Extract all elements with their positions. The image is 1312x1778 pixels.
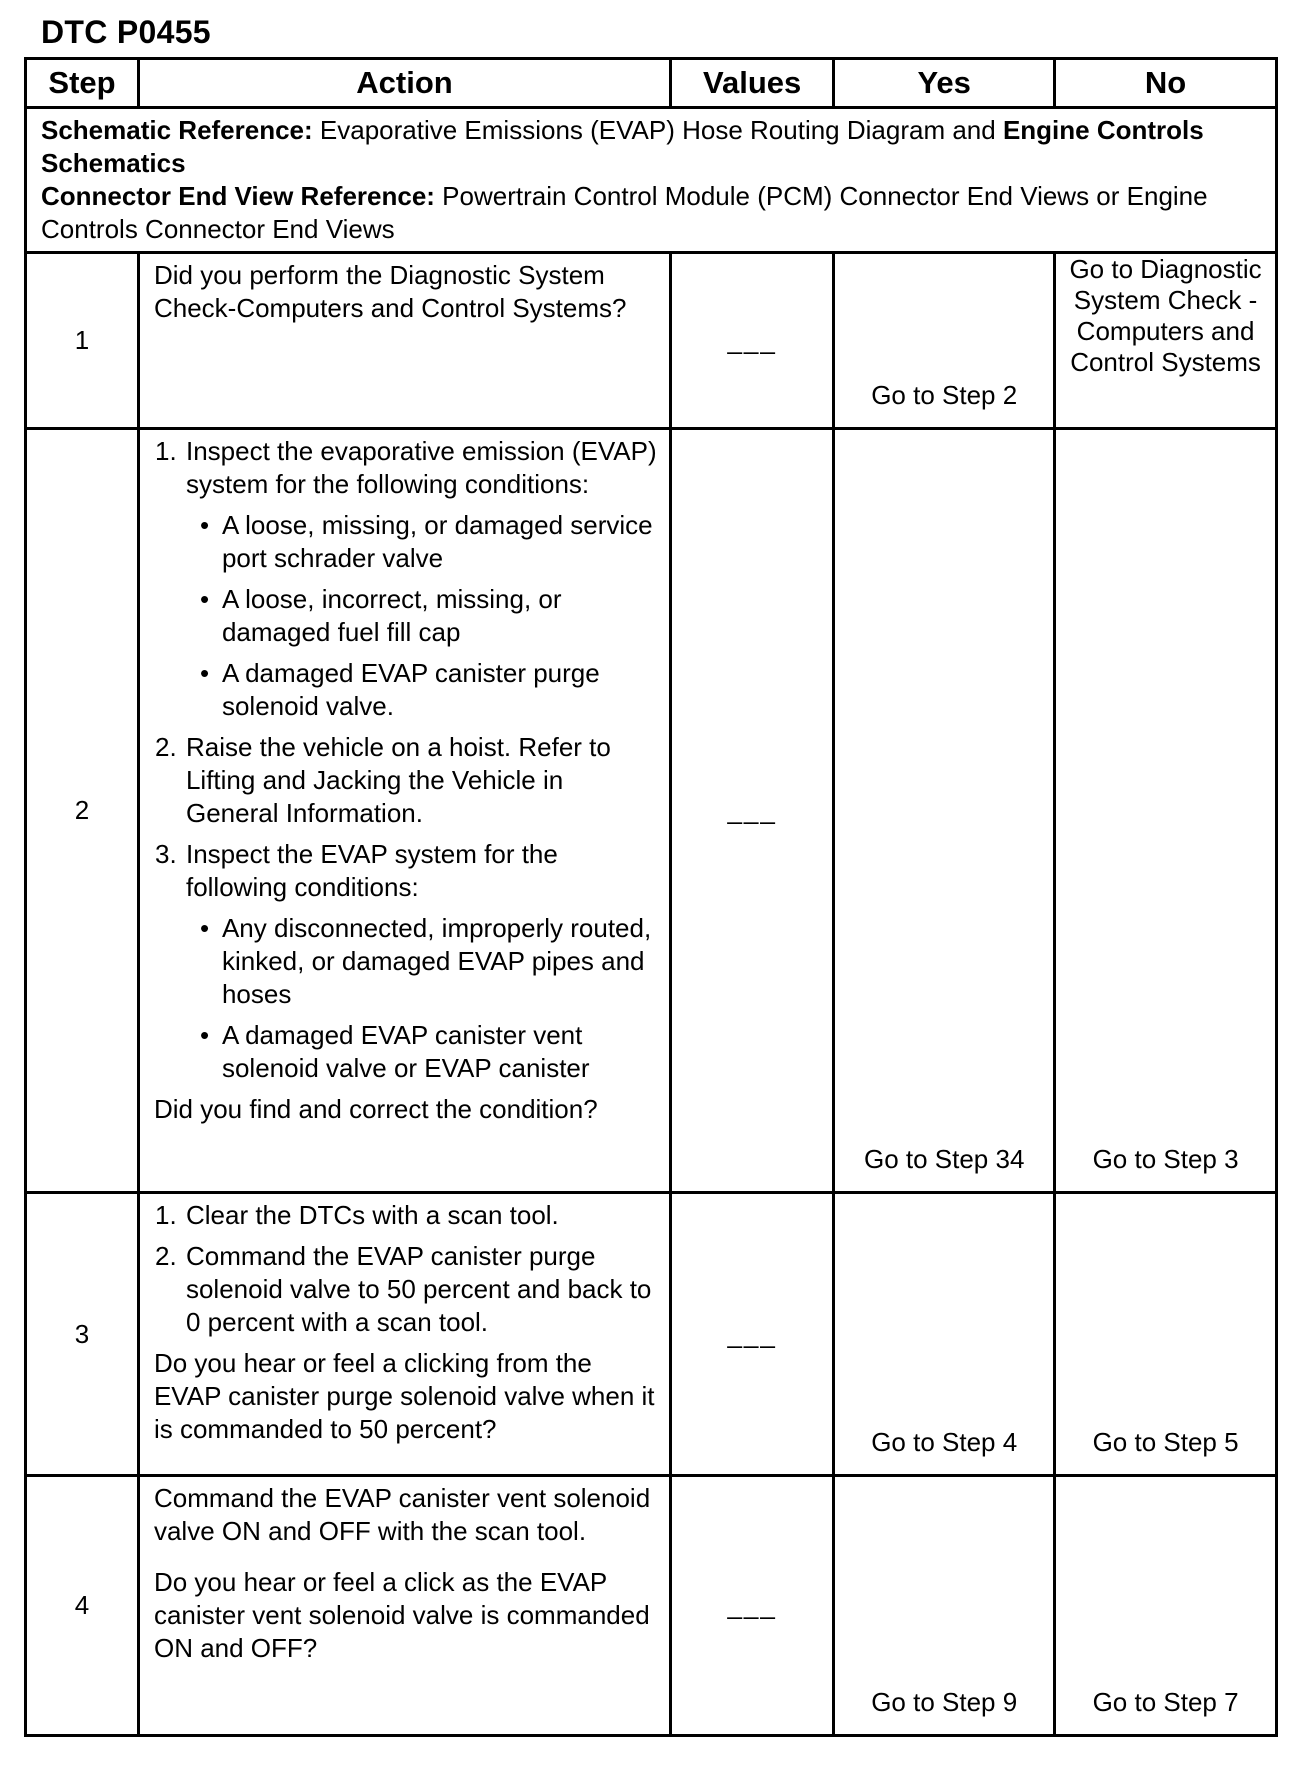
action-step-item: [184, 731, 659, 830]
action-question: Do you hear or feel a click as the EVAP canister vent solenoid valve is commanded ON and OFF?: [153, 1567, 650, 1663]
header-step: Step: [26, 59, 139, 108]
action-text: Command the EVAP canister vent solenoid valve ON and OFF with the scan tool.: [153, 1483, 651, 1546]
header-row: [26, 59, 1277, 108]
values-cell: ___: [671, 1476, 834, 1736]
action-step-item: 1. Clear the DTCs with a scan tool.: [184, 1199, 659, 1232]
condition-item: • Any disconnected, improperly routed, kinked, or damaged EVAP pipes and hoses: [196, 912, 659, 1011]
connector-reference: [41, 180, 1267, 246]
schematic-reference-bold: Engine Controls Schematics: [41, 115, 1204, 178]
table-row: [26, 429, 1277, 1193]
header-values: Values: [671, 59, 834, 108]
no-cell: Go to Step 5: [1055, 1193, 1277, 1476]
condition-item: • A loose, incorrect, missing, or damaged fuel fill cap: [196, 583, 659, 649]
values-cell: ___: [671, 253, 834, 429]
action-question: Did you find and correct the condition?: [153, 1094, 598, 1124]
step-number: 2: [26, 429, 139, 1193]
no-cell: Go to Step 7: [1055, 1476, 1277, 1736]
schematic-reference-text: Evaporative Emissions (EVAP) Hose Routing Diagram and: [312, 115, 1003, 145]
step-number: 4: [26, 1476, 139, 1736]
document-title: DTC P0455: [41, 14, 211, 50]
connector-reference-text: Powertrain Control Module (PCM) Connector End Views or Engine Controls Connector End Views: [41, 181, 1208, 244]
action-step-text: Inspect the evaporative emission (EVAP) system for the following conditions:: [185, 436, 657, 499]
action-cell: [138, 253, 670, 429]
action-cell: [138, 429, 670, 1193]
yes-cell: Go to Step 34: [834, 429, 1055, 1193]
action-question: Do you hear or feel a clicking from the EVAP canister purge solenoid valve when it is commanded to 50 percent?: [153, 1348, 655, 1444]
yes-cell: Go to Step 4: [834, 1193, 1055, 1476]
reference-row: [26, 108, 1277, 253]
yes-cell: Go to Step 2: [834, 253, 1055, 429]
no-cell: Go to Diagnostic System Check - Computers and Control Systems: [1055, 253, 1277, 429]
condition-list: [186, 912, 659, 1085]
step-number: 3: [26, 1193, 139, 1476]
reference-cell: [26, 108, 1277, 253]
action-steps: [154, 1199, 659, 1339]
condition-item: • A damaged EVAP canister vent solenoid valve or EVAP canister: [196, 1019, 659, 1085]
header-yes: Yes: [834, 59, 1055, 108]
action-cell: [138, 1193, 670, 1476]
action-step-item: [184, 435, 659, 723]
schematic-reference: [41, 114, 1267, 180]
schematic-reference-label: Schematic Reference:: [41, 115, 313, 145]
table-row: [26, 1193, 1277, 1476]
condition-item: • A damaged EVAP canister purge solenoid valve.: [196, 657, 659, 723]
header-action: Action: [138, 59, 670, 108]
values-cell: ___: [671, 429, 834, 1193]
header-no: No: [1055, 59, 1277, 108]
action-step-item: 2. Command the EVAP canister purge solenoid valve to 50 percent and back to 0 percent with a scan tool.: [184, 1240, 659, 1339]
yes-cell: Go to Step 9: [834, 1476, 1055, 1736]
action-text: Did you perform the Diagnostic System Check-Computers and Control Systems?: [153, 260, 627, 323]
condition-list: [186, 509, 659, 723]
condition-item: • A loose, missing, or damaged service port schrader valve: [196, 509, 659, 575]
values-cell: ___: [671, 1193, 834, 1476]
step-number: 1: [26, 253, 139, 429]
action-step-item: [184, 838, 659, 1085]
action-cell: [138, 1476, 670, 1736]
no-cell: Go to Step 3: [1055, 429, 1277, 1193]
connector-reference-label: Connector End View Reference:: [41, 181, 435, 211]
table-row: [26, 1476, 1277, 1736]
action-step-text: Inspect the EVAP system for the following conditions:: [185, 839, 558, 902]
table-row: [26, 253, 1277, 429]
diagnostic-table: [24, 57, 1278, 1737]
action-steps: [154, 435, 659, 1085]
action-step-text: Raise the vehicle on a hoist. Refer to Lifting and Jacking the Vehicle in General Information.: [185, 732, 611, 828]
